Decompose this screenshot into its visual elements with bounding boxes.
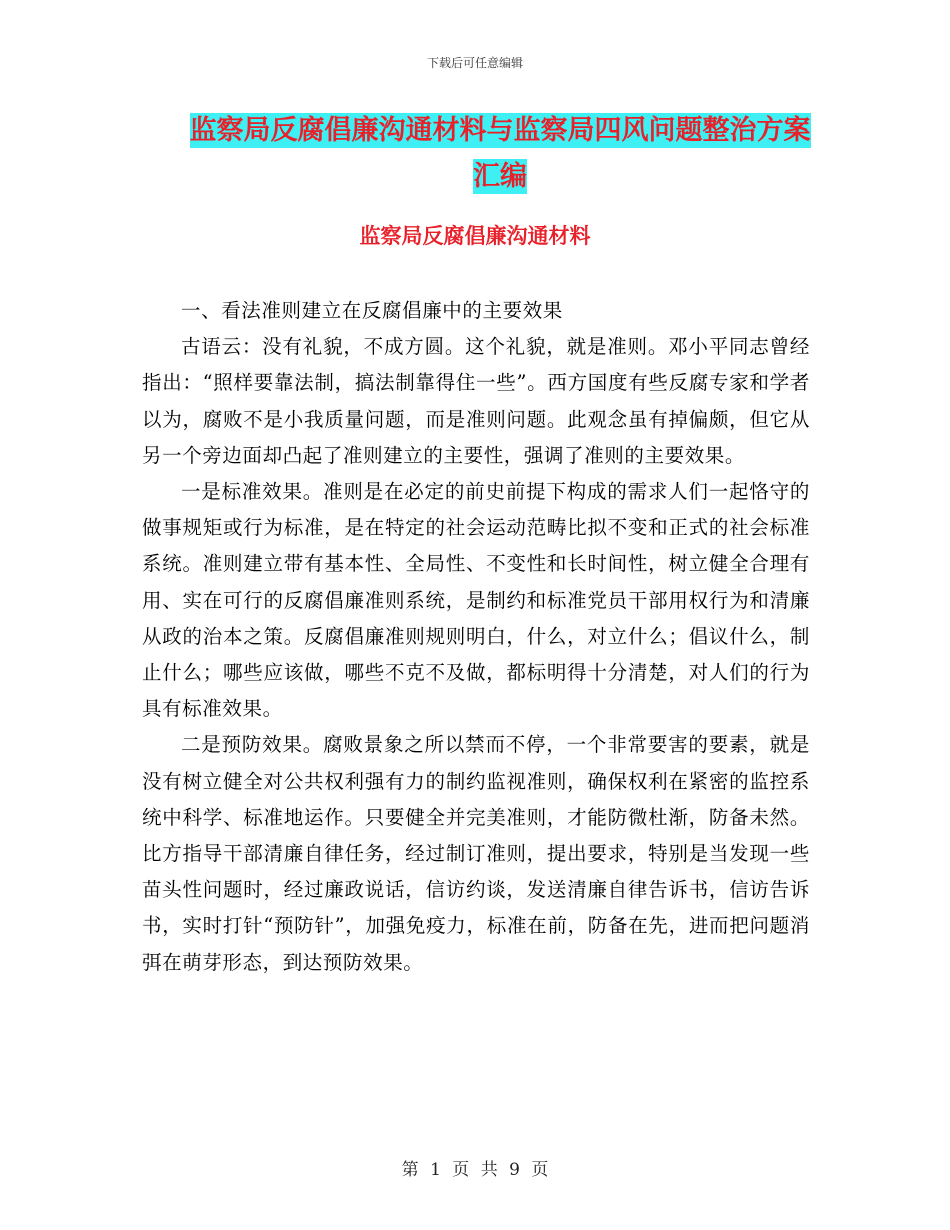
document-title-line-1: 监察局反腐倡廉沟通材料与监察局四风问题整治方案: [189, 115, 811, 146]
paragraph: 二是预防效果。腐败景象之所以禁而不停，一个非常要害的要素，就是没有树立健全对公共权利强有力的制约监视准则，确保权利在紧密的监控系统中科学、标准地运作。只要健全并完美准则，才能防微杜渐，防备未然。比方指导干部清廉自律任务，经过制订准则，提出要求，特别是当发现一些苗头性问题时，经过廉政说话，信访约谈，发送清廉自律告诉书，信访告诉书，实时打针“预防针”，加强免疫力，标准在前，防备在先，进而把问题消弭在萌芽形态，到达预防效果。: [142, 733, 810, 974]
paragraph: 一是标准效果。准则是在必定的前史前提下构成的需求人们一起恪守的做事规矩或行为标准，是在特定的社会运动范畴比拟不变和正式的社会标准系统。准则建立带有基本性、全局性、不变性和长时间性，树立健全合理有用、实在可行的反腐倡廉准则系统，是制约和标准党员干部用权行为和清廉从政的治本之策。反腐倡廉准则规则明白，什么，对立什么；倡议什么，制止什么；哪些应该做，哪些不克不及做，都标明得十分清楚，对人们的行为具有标准效果。: [142, 480, 810, 721]
document-title: [140, 108, 860, 200]
paragraph-heading: 一、看法准则建立在反腐倡廉中的主要效果: [181, 299, 563, 322]
header-note: 下载后可任意编辑: [426, 56, 523, 70]
paragraph: 古语云：没有礼貌，不成方圆。这个礼貌，就是准则。邓小平同志曾经指出：“照样要靠法制，搞法制靠得住一些”。西方国度有些反腐专家和学者以为，腐败不是小我质量问题，而是准则问题。此观念虽有掉偏颇，但它从另一个旁边面却凸起了准则建立的主要性，强调了准则的主要效果。: [142, 335, 810, 467]
body-text: [142, 293, 810, 981]
page-footer: 第 1 页 共 9 页: [401, 1160, 549, 1180]
document-title-line-2: 汇编: [473, 161, 527, 192]
section-title: 监察局反腐倡廉沟通材料: [359, 224, 591, 248]
